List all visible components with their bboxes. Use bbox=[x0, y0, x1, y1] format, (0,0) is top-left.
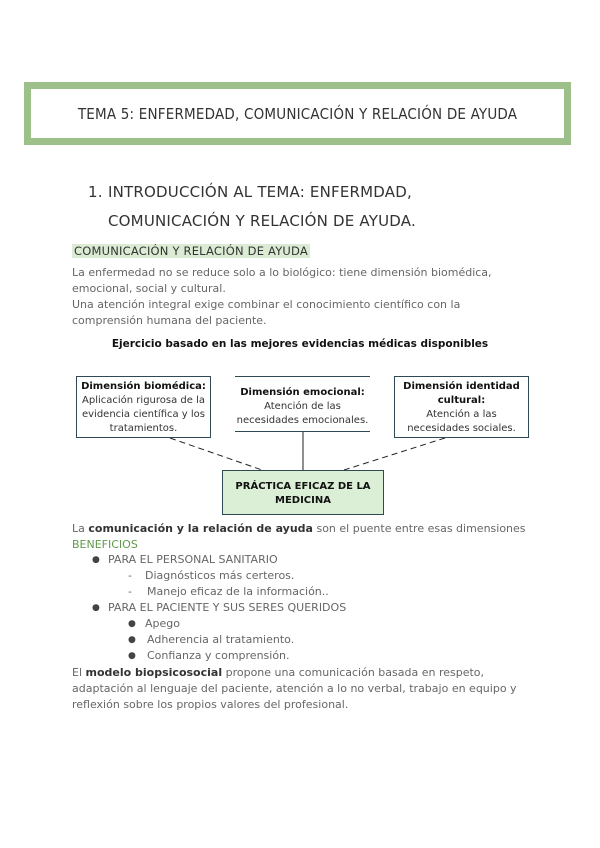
bullet-icon: ● bbox=[128, 635, 136, 645]
connector-right bbox=[344, 438, 445, 470]
dash-icon: - bbox=[128, 569, 132, 582]
box-emocional-text: Atención de las necesidades emocionales. bbox=[236, 401, 369, 426]
result-box: PRÁCTICA EFICAZ DE LA MEDICINA bbox=[222, 470, 384, 515]
box-biomedica-text: Aplicación rigurosa de la evidencia científica y los tratamientos. bbox=[81, 395, 206, 434]
section-heading-text: INTRODUCCIÓN AL TEMA: ENFERMDAD, COMUNICACIÓN Y RELACIÓN DE AYUDA. bbox=[108, 183, 416, 230]
benefit-group-1: PARA EL PERSONAL SANITARIO bbox=[108, 553, 278, 566]
benefit-item: Adherencia al tratamiento. bbox=[147, 633, 295, 646]
diagram-title: Ejercicio basado en las mejores evidencias médicas disponibles bbox=[111, 338, 489, 350]
bridge-pre: La bbox=[72, 522, 89, 535]
bridge-sentence bbox=[72, 521, 552, 537]
bridge-bold: comunicación y la relación de ayuda bbox=[88, 522, 313, 535]
dash-icon: - bbox=[128, 585, 132, 598]
subheading-highlight: COMUNICACIÓN Y RELACIÓN DE AYUDA bbox=[74, 244, 308, 258]
benefit-item: Apego bbox=[145, 617, 180, 630]
box-biomedica-title: Dimensión biomédica: bbox=[81, 381, 206, 392]
intro-paragraph-2: Una atención integral exige combinar el conocimiento científico con la comprensión humana del paciente. bbox=[72, 298, 461, 327]
page-title: TEMA 5: ENFERMEDAD, COMUNICACIÓN Y RELACIÓN DE AYUDA bbox=[31, 89, 564, 138]
bullet-icon: ● bbox=[128, 619, 136, 629]
benefit-item: Confianza y comprensión. bbox=[147, 649, 290, 662]
closing-post: propone una comunicación basada en respeto, adaptación al lenguaje del paciente, atención a lo no verbal, trabajo en equipo y reflexión sobre los propios valores del profesional. bbox=[72, 666, 517, 711]
section-number: 1. bbox=[88, 183, 103, 201]
closing-bold: modelo biopsicosocial bbox=[85, 666, 223, 679]
box-emocional-title: Dimensión emocional: bbox=[240, 387, 365, 398]
bullet-icon: ● bbox=[128, 651, 136, 661]
bullet-icon: ● bbox=[92, 603, 100, 613]
box-cultural bbox=[394, 376, 529, 438]
benefits-label: BENEFICIOS bbox=[72, 538, 138, 551]
box-cultural-title: Dimensión identidad cultural: bbox=[403, 381, 520, 406]
benefit-group-2: PARA EL PACIENTE Y SUS SERES QUERIDOS bbox=[108, 601, 347, 614]
box-emocional bbox=[235, 376, 370, 432]
benefit-item: Manejo eficaz de la información.. bbox=[147, 585, 329, 598]
closing-pre: El bbox=[72, 666, 86, 679]
bullet-icon: ● bbox=[92, 555, 100, 565]
bridge-post: son el puente entre esas dimensiones bbox=[312, 522, 526, 535]
benefit-item: Diagnósticos más certeros. bbox=[145, 569, 295, 582]
connector-left bbox=[170, 438, 262, 470]
intro-paragraph-1: La enfermedad no se reduce solo a lo biológico: tiene dimensión biomédica, emocional, social y cultural. bbox=[72, 266, 492, 295]
box-biomedica bbox=[76, 376, 211, 438]
closing-paragraph bbox=[72, 665, 537, 713]
box-cultural-text: Atención a las necesidades sociales. bbox=[407, 409, 516, 434]
